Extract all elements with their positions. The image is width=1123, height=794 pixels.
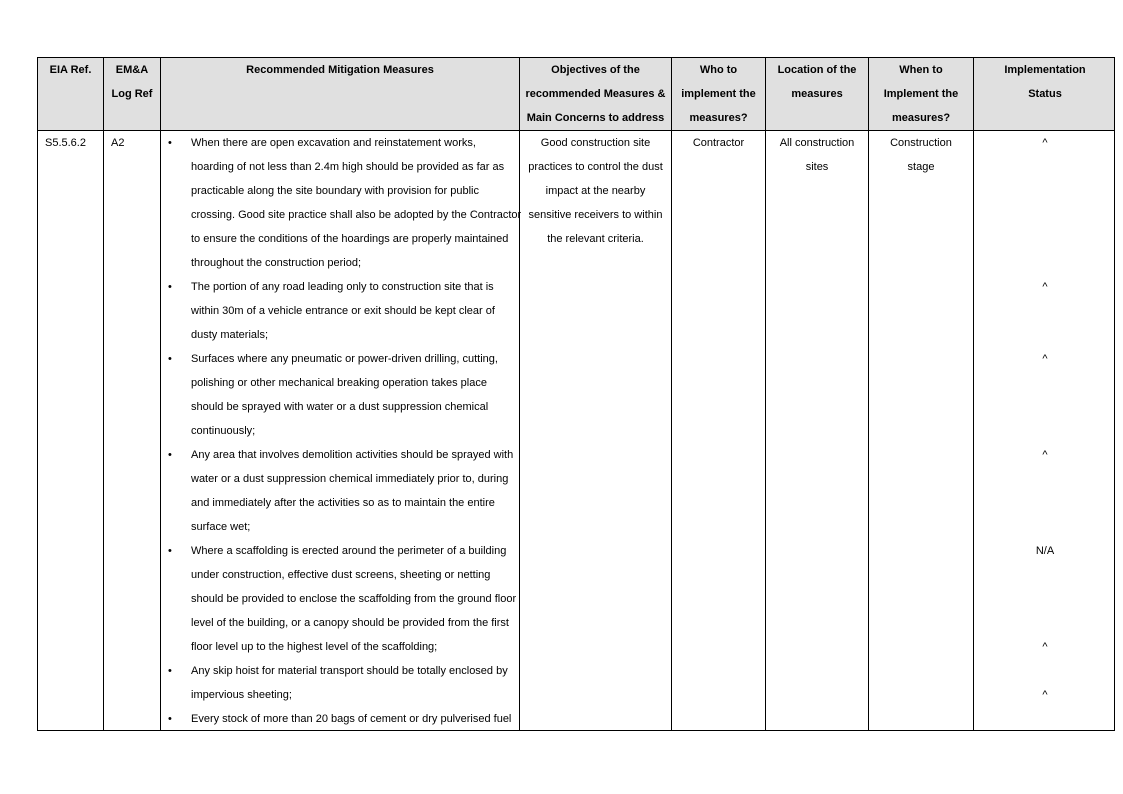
cell-eia-ref: S5.5.6.2 [45,137,86,149]
measure-text-line: impervious sheeting; [191,689,292,701]
measure-text-line: level of the building, or a canopy should be provided from the first [191,617,509,629]
bullet-marker: • [168,281,172,293]
measure-text-line: Surfaces where any pneumatic or power-driven drilling, cutting, [191,353,498,365]
column-divider [671,58,672,730]
measure-text-line: hoarding of not less than 2.4m high should be provided as far as [191,161,505,173]
bullet-marker: • [168,713,172,725]
measure-text-line: Every stock of more than 20 bags of cement or dry pulverised fuel [191,713,512,725]
measure-text-line: Any skip hoist for material transport should be totally enclosed by [191,665,508,677]
cell-objectives: Good construction site practices to control the dust impact at the nearby sensitive receivers to within the relevant criteria. [528,137,663,245]
measure-text-line: and immediately after the activities so as to maintain the entire [191,497,495,509]
column-divider [103,58,104,730]
cell-location: All construction sites [779,137,855,173]
measure-text-line: dusty materials; [191,329,269,341]
measure-text-line: Any area that involves demolition activities should be sprayed with [191,449,514,461]
column-divider [973,58,974,730]
header-eia-ref: EIA Ref. [49,64,92,76]
status-mark: ^ [1042,281,1048,293]
measure-text-line: water or a dust suppression chemical immediately prior to, during [191,473,509,485]
measure-text-line: crossing. Good site practice shall also be adopted by the Contractor [191,209,522,221]
cell-ema-log-ref: A2 [111,137,125,149]
measure-text-line: should be provided to enclose the scaffolding from the ground floor [191,593,517,605]
status-mark: N/A [1035,545,1055,557]
measure-text-line: When there are open excavation and reinstatement works, [191,137,476,149]
status-mark: ^ [1042,641,1048,653]
cell-who: Contractor [692,137,745,149]
bullet-marker: • [168,449,172,461]
measure-text-line: practicable along the site boundary with provision for public [191,185,479,197]
column-divider [160,58,161,730]
header-location: Location of the measures [777,64,857,100]
status-mark: ^ [1042,353,1048,365]
status-mark: ^ [1042,449,1048,461]
bullet-marker: • [168,353,172,365]
measure-text-line: Where a scaffolding is erected around the perimeter of a building [191,545,507,557]
cell-when: Construction stage [890,137,952,173]
measure-text-line: within 30m of a vehicle entrance or exit should be kept clear of [191,305,495,317]
header-measures: Recommended Mitigation Measures [246,64,434,76]
measure-text-line: throughout the construction period; [191,257,362,269]
header-who: Who to implement the measures? [681,64,756,124]
bullet-marker: • [168,545,172,557]
measure-text-line: surface wet; [191,521,251,533]
mitigation-measures-table [37,57,1115,731]
measure-text-line: polishing or other mechanical breaking operation takes place [191,377,487,389]
header-ema-log-ref: EM&A Log Ref [111,64,153,100]
bullet-marker: • [168,137,172,149]
measure-text-line: The portion of any road leading only to construction site that is [191,281,494,293]
bullet-marker: • [168,665,172,677]
measure-text-line: to ensure the conditions of the hoardings are properly maintained [191,233,509,245]
measure-text-line: floor level up to the highest level of the scaffolding; [191,641,438,653]
measure-text-line: under construction, effective dust screens, sheeting or netting [191,569,491,581]
measure-text-line: should be sprayed with water or a dust suppression chemical [191,401,489,413]
header-status: Implementation Status [1004,64,1086,100]
header-when: When to Implement the measures? [883,64,959,124]
measure-text-line: continuously; [191,425,256,437]
status-mark: ^ [1042,689,1048,701]
status-mark: ^ [1042,137,1048,149]
header-objectives: Objectives of the recommended Measures & Main Concerns to address [525,64,666,124]
